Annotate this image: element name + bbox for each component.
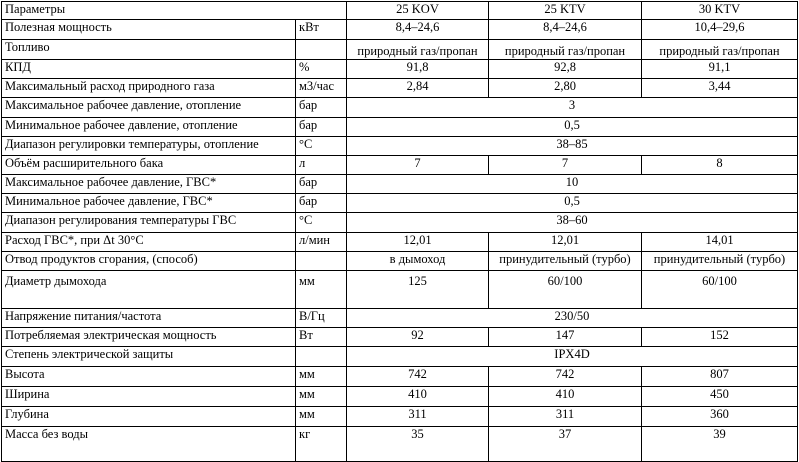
row-value: 360 bbox=[642, 407, 798, 427]
table-row-temp-range-dhw bbox=[2, 213, 798, 233]
row-value: 125 bbox=[347, 271, 489, 309]
row-unit bbox=[296, 40, 347, 60]
row-value: 410 bbox=[489, 387, 642, 407]
row-label: Максимальное рабочее давление, ГВС* bbox=[2, 175, 296, 194]
row-value: 147 bbox=[489, 328, 642, 347]
table-row-max-pressure-heat bbox=[2, 98, 798, 118]
table-row-efficiency bbox=[2, 60, 798, 79]
table-row-flue-diameter bbox=[2, 271, 798, 309]
table-row-min-pressure-heat bbox=[2, 118, 798, 137]
row-unit bbox=[296, 347, 347, 367]
row-value: 37 bbox=[489, 427, 642, 462]
table-row-max-pressure-dhw bbox=[2, 175, 798, 194]
table-row-voltage bbox=[2, 309, 798, 328]
table-row-fuel bbox=[2, 40, 798, 60]
table-row-gas-flow bbox=[2, 79, 798, 98]
row-label: Высота bbox=[2, 367, 296, 387]
row-value: 410 bbox=[347, 387, 489, 407]
row-label: Диапазон регулирования температуры ГВС bbox=[2, 213, 296, 233]
table-row-dhw-flow bbox=[2, 233, 798, 252]
row-unit: кВт bbox=[296, 20, 347, 40]
header-model: 25 KTV bbox=[489, 2, 642, 20]
row-value: 0,5 bbox=[347, 194, 798, 213]
row-value: 311 bbox=[347, 407, 489, 427]
row-label: Отвод продуктов сгорания, (способ) bbox=[2, 252, 296, 271]
row-value: 807 bbox=[642, 367, 798, 387]
row-label: Степень электрической защиты bbox=[2, 347, 296, 367]
row-value: 60/100 bbox=[489, 271, 642, 309]
row-label: Напряжение питания/частота bbox=[2, 309, 296, 328]
row-value: 230/50 bbox=[347, 309, 798, 328]
row-value: 450 bbox=[642, 387, 798, 407]
row-value: 8,4–24,6 bbox=[347, 20, 489, 40]
row-label: Минимальное рабочее давление, ГВС* bbox=[2, 194, 296, 213]
row-unit: бар bbox=[296, 98, 347, 118]
row-unit bbox=[296, 252, 347, 271]
row-value: 742 bbox=[347, 367, 489, 387]
row-label: Ширина bbox=[2, 387, 296, 407]
header-model: 25 KOV bbox=[347, 2, 489, 20]
table-row-el-power bbox=[2, 328, 798, 347]
row-value: 8 bbox=[642, 156, 798, 175]
boiler-spec-table bbox=[1, 1, 798, 462]
row-value: 0,5 bbox=[347, 118, 798, 137]
row-value: принудительный (турбо) bbox=[642, 252, 798, 271]
row-label: Максимальный расход природного газа bbox=[2, 79, 296, 98]
row-label: Полезная мощность bbox=[2, 20, 296, 40]
row-value: 8,4–24,6 bbox=[489, 20, 642, 40]
row-unit: л/мин bbox=[296, 233, 347, 252]
header-model: 30 KTV bbox=[642, 2, 798, 20]
table-row-temp-range-heat bbox=[2, 137, 798, 156]
header-row bbox=[2, 2, 798, 20]
row-value: 152 bbox=[642, 328, 798, 347]
row-label: Масса без воды bbox=[2, 427, 296, 462]
row-label: Диаметр дымохода bbox=[2, 271, 296, 309]
table-row-weight bbox=[2, 427, 798, 462]
row-unit: мм bbox=[296, 407, 347, 427]
row-label: Расход ГВС*, при Δt 30°C bbox=[2, 233, 296, 252]
row-value: 60/100 bbox=[642, 271, 798, 309]
row-value: 10,4–29,6 bbox=[642, 20, 798, 40]
row-value: 12,01 bbox=[347, 233, 489, 252]
row-value: 3,44 bbox=[642, 79, 798, 98]
spec-table-container bbox=[1, 1, 798, 462]
row-unit: бар bbox=[296, 194, 347, 213]
row-value: 38–60 bbox=[347, 213, 798, 233]
row-value: природный газ/пропан bbox=[489, 40, 642, 60]
row-value: в дымоход bbox=[347, 252, 489, 271]
row-value: 39 bbox=[642, 427, 798, 462]
row-unit: кг bbox=[296, 427, 347, 462]
row-value: 7 bbox=[347, 156, 489, 175]
row-value: 91,8 bbox=[347, 60, 489, 79]
row-unit: Вт bbox=[296, 328, 347, 347]
row-unit: % bbox=[296, 60, 347, 79]
row-value: 35 bbox=[347, 427, 489, 462]
row-label: Максимальное рабочее давление, отопление bbox=[2, 98, 296, 118]
row-value: 2,84 bbox=[347, 79, 489, 98]
table-row-min-pressure-dhw bbox=[2, 194, 798, 213]
row-value: 12,01 bbox=[489, 233, 642, 252]
row-unit: мм bbox=[296, 387, 347, 407]
row-unit: бар bbox=[296, 118, 347, 137]
row-value: 7 bbox=[489, 156, 642, 175]
row-unit: мм bbox=[296, 367, 347, 387]
row-unit: л bbox=[296, 156, 347, 175]
row-value: 92 bbox=[347, 328, 489, 347]
table-row-protection bbox=[2, 347, 798, 367]
row-label: Глубина bbox=[2, 407, 296, 427]
table-row-exhaust bbox=[2, 252, 798, 271]
row-unit: мм bbox=[296, 271, 347, 309]
row-value: 91,1 bbox=[642, 60, 798, 79]
row-label: Потребляемая электрическая мощность bbox=[2, 328, 296, 347]
row-label: Минимальное рабочее давление, отопление bbox=[2, 118, 296, 137]
row-value: 311 bbox=[489, 407, 642, 427]
row-value: природный газ/пропан bbox=[642, 40, 798, 60]
row-label: Топливо bbox=[2, 40, 296, 60]
row-unit: В/Гц bbox=[296, 309, 347, 328]
table-row-depth bbox=[2, 407, 798, 427]
row-value: 2,80 bbox=[489, 79, 642, 98]
table-row-height bbox=[2, 367, 798, 387]
row-unit: бар bbox=[296, 175, 347, 194]
row-value: 742 bbox=[489, 367, 642, 387]
header-param: Параметры bbox=[2, 2, 347, 20]
row-label: КПД bbox=[2, 60, 296, 79]
table-row-width bbox=[2, 387, 798, 407]
row-value: 3 bbox=[347, 98, 798, 118]
row-unit: °C bbox=[296, 137, 347, 156]
table-row-power bbox=[2, 20, 798, 40]
row-value: 10 bbox=[347, 175, 798, 194]
row-value: принудительный (турбо) bbox=[489, 252, 642, 271]
row-unit: м3/час bbox=[296, 79, 347, 98]
row-value: 92,8 bbox=[489, 60, 642, 79]
row-value: 14,01 bbox=[642, 233, 798, 252]
row-value: IPX4D bbox=[347, 347, 798, 367]
row-unit: °C bbox=[296, 213, 347, 233]
table-row-tank-volume bbox=[2, 156, 798, 175]
row-label: Диапазон регулировки температуры, отопление bbox=[2, 137, 296, 156]
row-label: Объём расширительного бака bbox=[2, 156, 296, 175]
row-value: 38–85 bbox=[347, 137, 798, 156]
row-value: природный газ/пропан bbox=[347, 40, 489, 60]
